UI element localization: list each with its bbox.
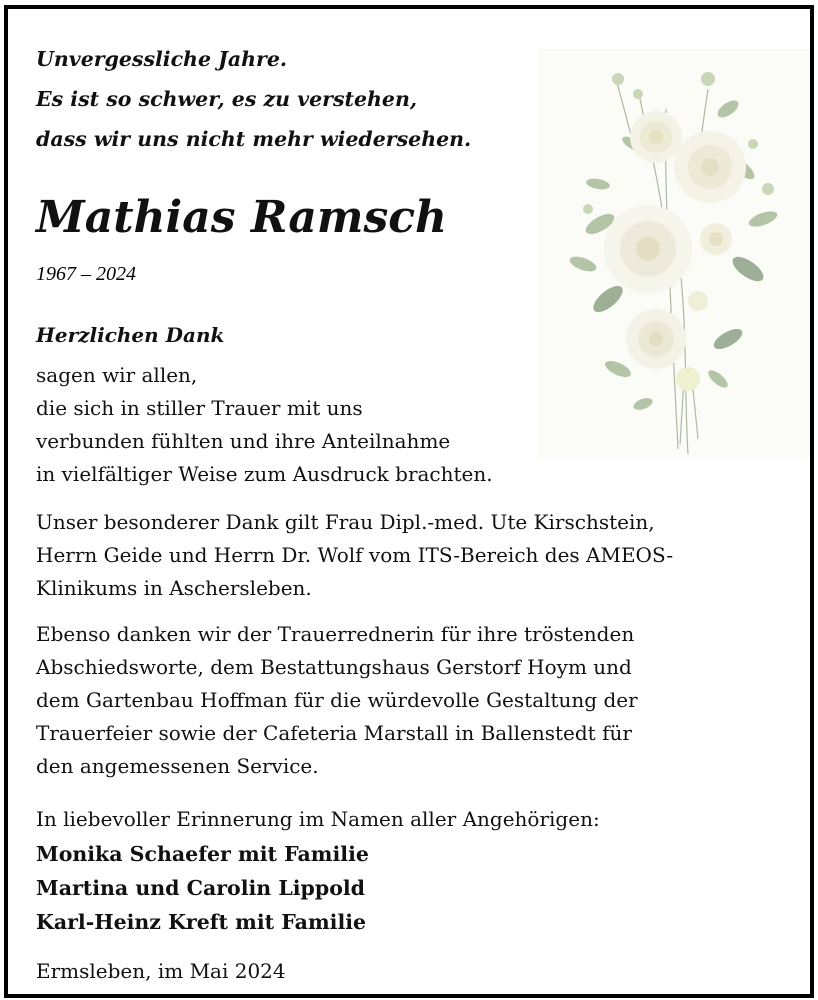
thanks-line: sagen wir allen, (36, 363, 198, 387)
paragraph-line: Abschiedsworte, dem Bestattungshaus Gerstorf Hoym und (36, 655, 632, 679)
motto-line: dass wir uns nicht mehr wiedersehen. (36, 127, 472, 151)
special-thanks-paragraph (36, 506, 673, 605)
paragraph-line: Herrn Geide und Herrn Dr. Wolf vom ITS-Bereich des AMEOS- (36, 543, 674, 567)
obituary-frame (4, 5, 814, 998)
white-rose-bouquet-icon (538, 49, 810, 459)
thanks-line: in vielfältiger Weise zum Ausdruck brachten. (36, 462, 493, 486)
paragraph-line: dem Gartenbau Hoffman für die würdevolle Gestaltung der (36, 688, 638, 712)
thanks-text (36, 359, 493, 491)
thanks-line: die sich in stiller Trauer mit uns (36, 396, 363, 420)
signer: Martina und Carolin Lippold (36, 876, 365, 900)
motto-line: Unvergessliche Jahre. (36, 47, 288, 71)
signers (36, 837, 369, 939)
paragraph-line: Ebenso danken wir der Trauerrednerin für ihre tröstenden (36, 622, 635, 646)
signer: Monika Schaefer mit Familie (36, 842, 369, 866)
place-date: Ermsleben, im Mai 2024 (36, 959, 286, 983)
thanks-heading: Herzlichen Dank (36, 323, 225, 347)
motto (36, 39, 471, 159)
paragraph-line: Trauerfeier sowie der Cafeteria Marstall in Ballenstedt für (36, 721, 632, 745)
memory-line: In liebevoller Erinnerung im Namen aller Angehörigen: (36, 807, 600, 831)
life-years: 1967 – 2024 (36, 263, 136, 285)
further-thanks-paragraph (36, 618, 638, 783)
thanks-line: verbunden fühlten und ihre Anteilnahme (36, 429, 451, 453)
paragraph-line: den angemessenen Service. (36, 754, 319, 778)
deceased-name: Mathias Ramsch (36, 192, 448, 243)
paragraph-line: Unser besonderer Dank gilt Frau Dipl.-med. Ute Kirschstein, (36, 510, 655, 534)
paragraph-line: Klinikums in Aschersleben. (36, 576, 312, 600)
motto-line: Es ist so schwer, es zu verstehen, (36, 87, 417, 111)
signer: Karl-Heinz Kreft mit Familie (36, 910, 367, 934)
